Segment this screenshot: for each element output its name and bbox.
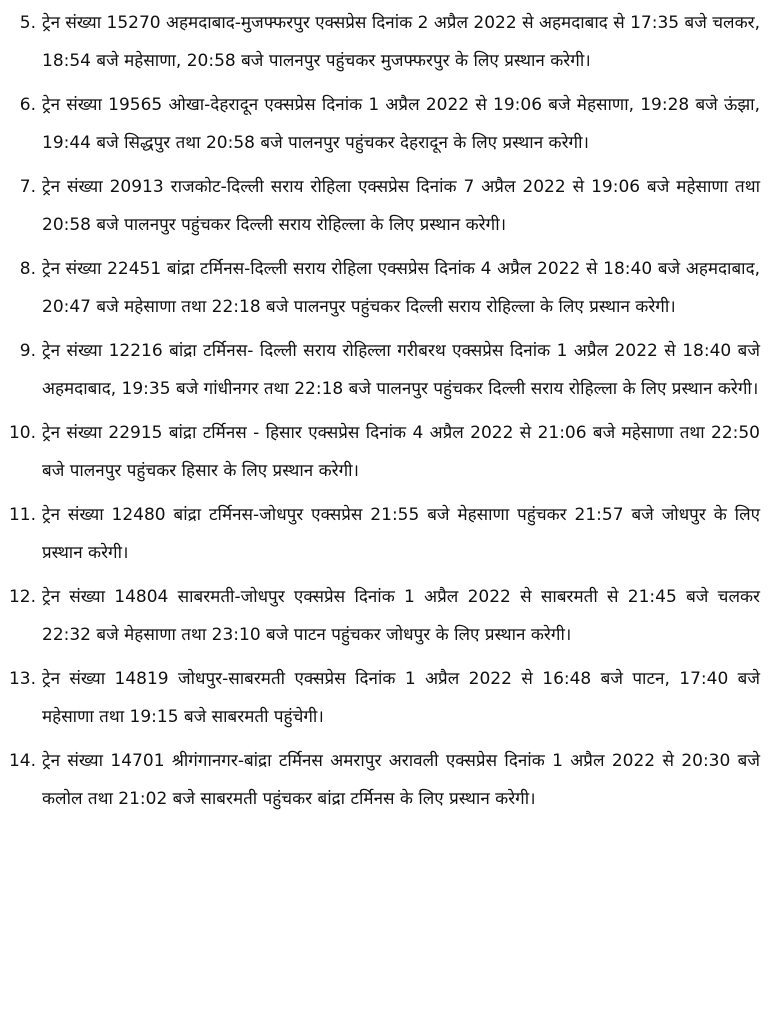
item-number: 6. — [19, 95, 36, 115]
list-item — [0, 496, 760, 572]
item-text: ट्रेन संख्या 14804 साबरमती-जोधपुर एक्सप्रेस दिनांक 1 अप्रैल 2022 से साबरमती से 21:45 बजे चलकर 22:32 बजे मेहसाणा तथा 23:10 बजे पाटन पहुंचकर जोधपुर के लिए प्रस्थान करेगी। — [42, 587, 760, 645]
list-item — [0, 742, 760, 818]
item-number: 11. — [8, 505, 36, 525]
item-number: 13. — [8, 669, 36, 689]
item-text: ट्रेन संख्या 20913 राजकोट-दिल्ली सराय रोहिला एक्सप्रेस दिनांक 7 अप्रैल 2022 से 19:06 बजे महेसाणा तथा 20:58 बजे पालनपुर पहुंचकर दिल्ली सराय रोहिल्ला के लिए प्रस्थान करेगी। — [42, 177, 760, 235]
list-item — [0, 250, 760, 326]
list-item — [0, 168, 760, 244]
item-text: ट्रेन संख्या 22451 बांद्रा टर्मिनस-दिल्ली सराय रोहिला एक्सप्रेस दिनांक 4 अप्रैल 2022 से 18:40 बजे अहमदाबाद, 20:47 बजे महेसाणा तथा 22:18 बजे पालनपुर पहुंचकर दिल्ली सराय रोहिल्ला के लिए प्रस्थान करेगी। — [42, 259, 760, 317]
list-item — [0, 578, 760, 654]
list-item — [0, 4, 760, 80]
item-text: ट्रेन संख्या 15270 अहमदाबाद-मुजफ्फरपुर एक्सप्रेस दिनांक 2 अप्रैल 2022 से अहमदाबाद से 17:35 बजे चलकर, 18:54 बजे महेसाणा, 20:58 बजे पालनपुर पहुंचकर मुजफ्फरपुर के लिए प्रस्थान करेगी। — [42, 13, 760, 71]
item-text: ट्रेन संख्या 22915 बांद्रा टर्मिनस - हिसार एक्सप्रेस दिनांक 4 अप्रैल 2022 से 21:06 बजे महेसाणा तथा 22:50 बजे पालनपुर पहुंचकर हिसार के लिए प्रस्थान करेगी। — [42, 423, 760, 481]
list-item — [0, 414, 760, 490]
list-item — [0, 86, 760, 162]
train-schedule-list — [0, 4, 760, 818]
item-number: 7. — [19, 177, 36, 197]
list-item — [0, 660, 760, 736]
item-text: ट्रेन संख्या 12480 बांद्रा टर्मिनस-जोधपुर एक्सप्रेस 21:55 बजे मेहसाणा पहुंचकर 21:57 बजे जोधपुर के लिए प्रस्थान करेगी। — [42, 505, 760, 563]
item-number: 5. — [19, 13, 36, 33]
list-item — [0, 332, 760, 408]
item-number: 10. — [8, 423, 36, 443]
item-number: 12. — [8, 587, 36, 607]
item-text: ट्रेन संख्या 19565 ओखा-देहरादून एक्सप्रेस दिनांक 1 अप्रैल 2022 से 19:06 बजे मेहसाणा, 19:28 बजे ऊंझा, 19:44 बजे सिद्धपुर तथा 20:58 बजे पालनपुर पहुंचकर देहरादून के लिए प्रस्थान करेगी। — [42, 95, 760, 153]
item-number: 8. — [19, 259, 36, 279]
item-number: 9. — [19, 341, 36, 361]
item-text: ट्रेन संख्या 14701 श्रीगंगानगर-बांद्रा टर्मिनस अमरापुर अरावली एक्सप्रेस दिनांक 1 अप्रैल 2022 से 20:30 बजे कलोल तथा 21:02 बजे साबरमती पहुंचकर बांद्रा टर्मिनस के लिए प्रस्थान करेगी। — [42, 751, 760, 809]
item-text: ट्रेन संख्या 12216 बांद्रा टर्मिनस- दिल्ली सराय रोहिल्ला गरीबरथ एक्सप्रेस दिनांक 1 अप्रैल 2022 से 18:40 बजे अहमदाबाद, 19:35 बजे गांधीनगर तथा 22:18 बजे पालनपुर पहुंचकर दिल्ली सराय रोहिल्ला के लिए प्रस्थान करेगी। — [42, 341, 760, 399]
item-text: ट्रेन संख्या 14819 जोधपुर-साबरमती एक्सप्रेस दिनांक 1 अप्रैल 2022 से 16:48 बजे पाटन, 17:40 बजे महेसाणा तथा 19:15 बजे साबरमती पहुंचेगी। — [42, 669, 760, 727]
item-number: 14. — [8, 751, 36, 771]
